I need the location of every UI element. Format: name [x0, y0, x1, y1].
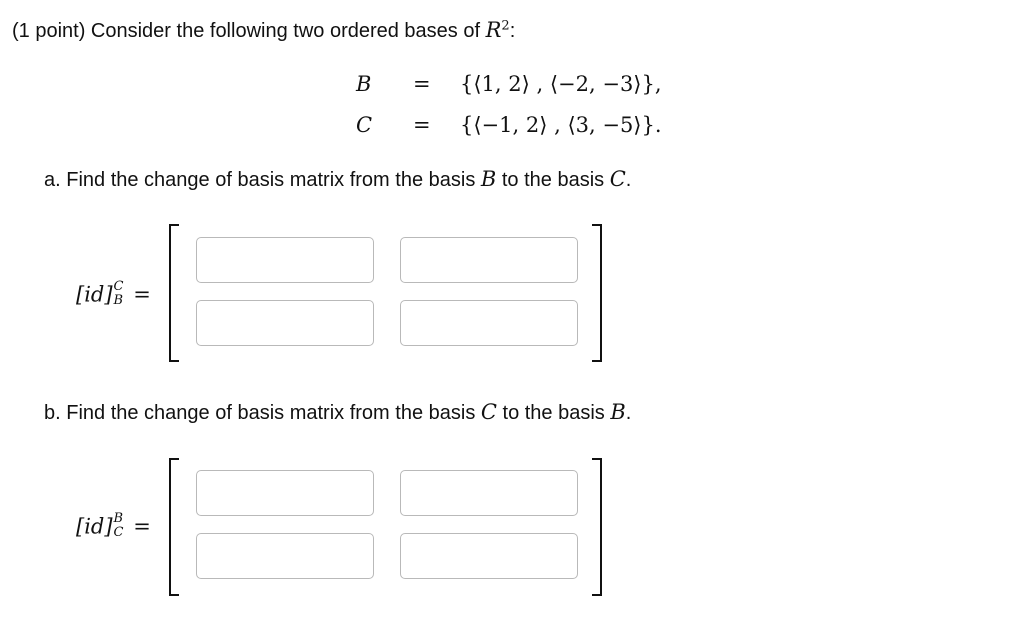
- part-a-left-bracket: [169, 224, 179, 362]
- part-b-label-id: [id]: [76, 514, 113, 539]
- part-b-label-sup: B: [113, 511, 124, 526]
- intro-suffix: :: [509, 20, 516, 42]
- part-b-label-sub: C: [113, 525, 124, 540]
- part-b-cell-2-1[interactable]: [196, 533, 374, 579]
- part-a-middle: to the basis: [496, 169, 610, 191]
- part-a-label-sup: C: [113, 279, 124, 294]
- part-a-label-sub: B: [113, 293, 124, 308]
- question-intro: [12, 18, 515, 43]
- part-a-cell-2-2[interactable]: [400, 300, 578, 346]
- part-b-cell-1-2[interactable]: [400, 470, 578, 516]
- part-a-cell-1-1[interactable]: [196, 237, 374, 283]
- part-a-prompt: [44, 167, 631, 192]
- basis-b-value: {⟨1, 2⟩ , ⟨−2, −3⟩},: [460, 72, 662, 96]
- part-a-right-bracket: [592, 224, 602, 362]
- part-b-cell-2-2[interactable]: [400, 533, 578, 579]
- intro-text: (1 point) Consider the following two ordered bases of: [12, 20, 486, 42]
- part-b-to: B: [610, 400, 626, 424]
- part-a-prefix: a. Find the change of basis matrix from the basis: [44, 169, 481, 191]
- part-a-label-id: [id]: [76, 282, 113, 307]
- part-b-left-bracket: [169, 458, 179, 596]
- part-a-suffix: .: [625, 169, 632, 191]
- part-a-matrix-label: [76, 279, 151, 310]
- basis-b-equals: =: [413, 72, 431, 96]
- part-b-prefix: b. Find the change of basis matrix from the basis: [44, 402, 481, 424]
- part-b-middle: to the basis: [496, 402, 611, 424]
- basis-c-symbol: C: [356, 113, 373, 137]
- part-a-to: C: [609, 167, 626, 191]
- part-a-label-equals: =: [133, 282, 151, 307]
- part-a-label-scripts: [113, 279, 127, 310]
- part-b-right-bracket: [592, 458, 602, 596]
- part-b-label-scripts: [113, 511, 127, 542]
- space-exponent: 2: [501, 18, 510, 34]
- part-b-suffix: .: [625, 402, 632, 424]
- part-b-cell-1-1[interactable]: [196, 470, 374, 516]
- basis-c-equals: =: [413, 113, 431, 137]
- basis-b-symbol: B: [356, 72, 372, 96]
- part-b-matrix-label: [76, 511, 151, 542]
- part-b-label-equals: =: [133, 514, 151, 539]
- part-b-from: C: [480, 400, 497, 424]
- part-b-prompt: [44, 400, 631, 425]
- basis-c-value: {⟨−1, 2⟩ , ⟨3, −5⟩}.: [460, 113, 662, 137]
- part-a-cell-1-2[interactable]: [400, 237, 578, 283]
- part-a-from: B: [480, 167, 497, 191]
- part-a-cell-2-1[interactable]: [196, 300, 374, 346]
- space-symbol: R: [485, 18, 502, 42]
